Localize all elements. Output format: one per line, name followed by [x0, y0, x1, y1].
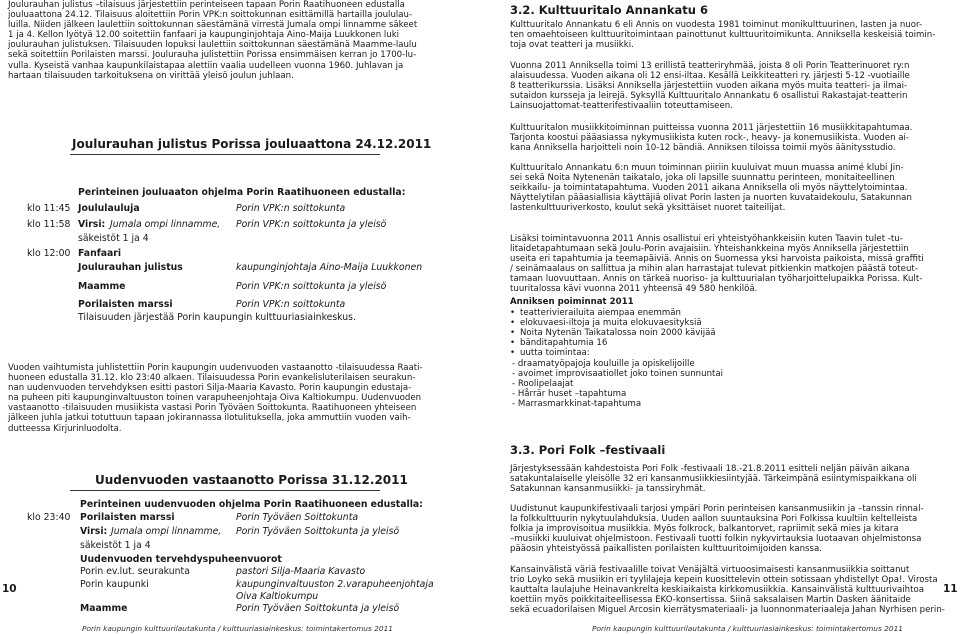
new-activities-list	[512, 359, 723, 409]
page-footer: Porin kaupungin kulttuurilautakunta / kulttuuriasiainkeskus: toimintakertomus 2011	[592, 624, 903, 633]
new-year-program-subtitle: Perinteinen uudenvuoden ohjelma Porin Raatihuoneen edustalla:	[80, 499, 423, 510]
list-item: - Hårrär huset –tapahtuma	[512, 389, 627, 400]
page-number: 11	[943, 583, 958, 595]
list-item: - draamatyöpajoja kouluille ja opiskelijoille	[512, 359, 695, 369]
annis-cooperation-paragraph: Lisäksi toimintavuonna 2011 Annis osallistui eri yhteistyöhankkeisiin kuten Taavin tulet -tu- litaidetapahtumaan sekä Joulu-Porin avajaisiin. Yhteishankkeina myös Anniksella järjestettiin useita eri tapahtumia ja teemapäiviä. Annis on Suomessa yksi harvoista paikoista, missä graffiti / seinämaalaus on sallittua ja mihin alan harrastajat tulevat pitkienkin matkojen päästä toteut- tamaan luovuuttaan. Annis on tärkeä nuoriso- ja kulttuurialan työharjoittelupaikka Porissa. Kult- tuuritalossa kävi vuonna 2011 yhteensä 49 580 henkilöä.	[510, 234, 924, 295]
list-item: • Noita Nytenän Taikatalossa noin 2000 kävijää	[510, 328, 716, 338]
pori-folk-international-paragraph: Kansainvälistä väriä festivaalille toivat Venäjältä virtuoosimaisesti kansanmusiikkia soittanut trio Loyko sekä musiikin eri tyylilajeja kepein kuosittelevin ottein sotissaan yhdistellyt Opa!. Virosta kauttalta laulajuhe Heinavankrelta keskiaikaista kirkkomusiikkia. Kansainvälistä kulttuurivaihtoa koettiin myös poikkitaiteellisessa EKO-konsertissa. Siinä saksalaisen Martin Dasken äänitaide sekä ecuadorilaisen Miguel Arcosin kierrätysmateriaali- ja luonnonmateriaaleja Jahan Nyrhisen perin-	[510, 565, 945, 616]
christmas-program-subtitle: Perinteinen jouluaaton ohjelma Porin Raatihuoneen edustalla:	[78, 187, 406, 198]
list-item: • bänditapahtumia 16	[510, 338, 716, 348]
page-number: 10	[2, 583, 17, 595]
page-footer: Porin kaupungin kulttuurilautakunta / kulttuuriasiainkeskus: toimintakertomus 2011	[82, 624, 393, 633]
intro-paragraph: Joulurauhan julistus –tilaisuus järjestettiin perinteiseen tapaan Porin Raatihuoneen edustalla jouluaattona 24.12. Tilaisuus aloitettiin Porin VPK:n soittokunnan esittämillä hartailla joululau- luilla. Niiden jälkeen laulettiin soittokunnan säestämänä virrestä Jumala ompi linnamme säkeet 1 ja 4. Kellon lyötyä 12.00 soitettiin fanfaari ja kaupunginjohtaja Aino-Maija Luukkonen luki joulurauhan julistuksen. Tilaisuuden lopuksi laulettiin soittokunnan säestämänä Maamme-laulu sekä soitettiin Porilaisten marssi. Joulurauha julistettiin Porissa ensimmäisen kerran jo 1700-lu- vulla. Kyseistä vanhaa kaupunkilaistapaa alettiin vaalia uudelleen vuonna 1960. Juhlavan ja hartaan tilaisuuden tarkoituksena on virittää yleisö joulun juhlaan.	[8, 0, 418, 81]
pori-folk-intro-paragraph: Järjestyksessään kahdestoista Pori Folk -festivaali 18.-21.8.2011 esitteli neljän päivän aikana satakuntalaiselle yleisölle 32 eri kansanmusiikkiesiintyjää. Tärkeimpänä esiintymispaikkana oli Satakunnan kansanmusiikki- ja tanssiryhmät.	[510, 464, 917, 495]
list-item: • uutta toimintaa:	[510, 348, 716, 358]
annis-music-paragraph: Kulttuuritalon musiikkitoiminnan puitteissa vuonna 2011 järjestettiin 16 musiikkitapahtumaa. Tarjonta koostui pääasiassa nykymusiikista kuten rock-, heavy- ja konemusiikista. Vuoden ai- kana Anniksella harjoitteli noin 10-12 bändiä. Anniksen tiloissa toimii myös äänitysstudio.	[510, 123, 913, 154]
annis-theatre-paragraph: Vuonna 2011 Anniksella toimi 13 erillistä teatteriryhmää, joista 8 oli Porin Teatterinuoret ry:n alaisuudessa. Vuoden aikana oli 12 ensi-iltaa. Kesällä Leikkiteatteri ry. järjesti 5-12 -vuotiaille 8 teatterikurssia. Lisäksi Anniksella järjestettiin vuoden aikana myös muita teatteri- ja ilmai- sutaidon kursseja ja leirejä. Syksyllä Kulttuuritalo Annankatu 6 osallistui Rakastajat-teatterin Lainsuojattomat-teatterifestivaaliin toteuttamiseen.	[510, 61, 910, 112]
title-divider	[70, 490, 380, 491]
section-heading-annis: 3.2. Kulttuuritalo Annankatu 6	[510, 3, 708, 17]
annis-highlights-title: Anniksen poiminnat 2011	[510, 297, 634, 307]
title-divider	[70, 154, 380, 155]
annis-other-activities-paragraph: Kulttuuritalo Annankatu 6:n muun toiminnan piiriin kuuluivat muun muassa animé klubi Jin- sei sekä Noita Nytenenän taikatalo, joka oli lapsille suunnattu perinteen, monitaiteellinen seikkailu- ja toimintatapahtuma. Vuoden 2011 aikana Anniksella oli myös näyttelytoimintaa. Näyttelytilan pääasiallisia käyttäjiä olivat Porin lasten ja nuorten kuvataidekoulu, Satakunnan lastenkulttuuriverkosto, koulut sekä yksittäiset nuoret taiteilijat.	[510, 163, 912, 214]
christmas-program-title: Joulurauhan julistus Porissa jouluaattona 24.12.2011	[72, 137, 432, 151]
list-item: - Marrasmarkkinat-tapahtuma	[512, 399, 642, 410]
annis-intro-paragraph: Kulttuuritalo Annankatu 6 eli Annis on vuodesta 1981 toiminut monikulttuurinen, lasten ja nuor- ten omaehtoiseen kulttuuritoimintaan painottunut kulttuuritoimikunta. Anniksella keskeisiä toimin- toja ovat teatteri ja musiikki.	[510, 20, 936, 51]
new-year-paragraph: Vuoden vaihtumista juhlistettiin Porin kaupungin uudenvuoden vastaanotto -tilaisuudessa Raati- huoneen edustalla 31.12. klo 23:40 alkaen. Tilaisuudessa Porin evankelisluterilaisen seurakun- nan uudenvuoden tervehdyksen esitti pastori Silja-Maaria Kavasto. Porin kaupungin edustaja- na puheen piti kaupunginvaltuuston toinen varapuheenjohtaja Oiva Kaltiokumpu. Uudenvuoden vastaanotto -tilaisuuden musiikista vastasi Porin Työväen Soittokunta. Raatihuoneen yhteiseen jälkeen juhla jatkui totuttuun tapaan jokirannassa ilotulituksella, joka ammuttiin vuoden vaih- dutteessa Kirjurinluodolta.	[8, 363, 423, 434]
list-item: - avoimet improvisaatiollet joko toinen sunnuntai	[512, 369, 724, 380]
list-item: • teatterivierailuita aiempaa enemmän	[510, 308, 716, 318]
new-year-program-title: Uudenvuoden vastaanotto Porissa 31.12.2011	[95, 473, 408, 487]
list-item: - Roolipelaajat	[512, 379, 574, 390]
annis-highlights-list	[510, 308, 716, 358]
list-item: • elokuvaesi-iltoja ja muita elokuvaesityksiä	[510, 318, 716, 328]
pori-folk-program-paragraph: Uudistunut kaupunkifestivaali tarjosi ympäri Porin perinteisen kansanmusiikin ja –tanssin rinnal- la folkkulttuurin nykytuulahduksia. Uuden aallon suuntauksina Pori Folkissa kuultiin keltelleista folkia ja improvisoitua musiikkia. Myös folkrock, balkantorvet, rapriimit sekä mies ja kitara –musiikki kuuluivat ohjelmistoon. Festivaali tuotti folkin nykyvirtauksia luotaavan ohjelmistonsa pääosin yhteistyössä paikallisten porilaisten kulttuuritoimijoiden kanssa.	[510, 504, 924, 555]
section-heading-pori-folk: 3.3. Pori Folk –festivaali	[510, 443, 666, 457]
